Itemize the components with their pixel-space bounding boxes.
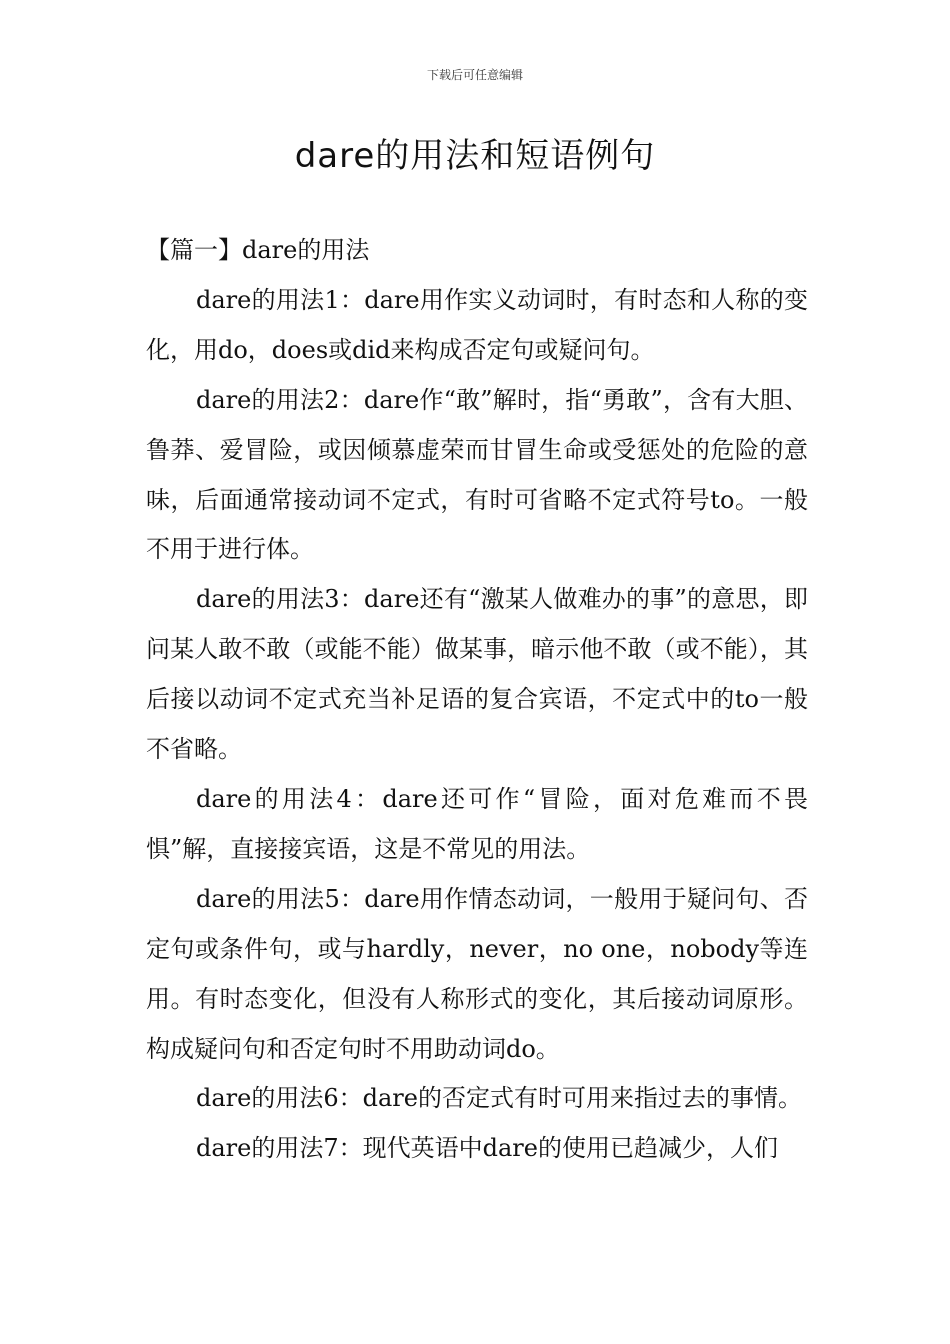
paragraph-usage-1: dare的用法1：dare用作实义动词时，有时态和人称的变化，用do，does或did来构成否定句或疑问句。 (146, 285, 808, 364)
paragraph-usage-6: dare的用法6：dare的否定式有时可用来指过去的事情。 (196, 1084, 802, 1113)
page-header-note: 下载后可任意编辑 (426, 68, 523, 82)
paragraph-usage-4: dare的用法4：dare还可作“冒险，面对危难而不畏惧”解，直接接宾语，这是不常见的用法。 (146, 784, 808, 863)
paragraph-usage-7: dare的用法7：现代英语中dare的使用已趋减少，人们 (196, 1134, 778, 1163)
paragraph-usage-5: dare的用法5：dare用作情态动词，一般用于疑问句、否定句或条件句，或与hardly，never，no one，nobody等连用。有时态变化，但没有人称形式的变化，其后接动词原形。构成疑问句和否定句时不用助动词do。 (146, 884, 808, 1063)
document-title: dare的用法和短语例句 (294, 136, 656, 176)
paragraph-usage-2: dare的用法2：dare作“敢”解时，指“勇敢”，含有大胆、鲁莽、爱冒险，或因倾慕虚荣而甘冒生命或受惩处的危险的意味，后面通常接动词不定式，有时可省略不定式符号to。一般不用于进行体。 (146, 385, 808, 564)
section-heading: 【篇一】dare的用法 (146, 236, 370, 264)
document-body (146, 226, 808, 1174)
paragraph-usage-3: dare的用法3：dare还有“激某人做难办的事”的意思，即问某人敢不敢（或能不能）做某事，暗示他不敢（或不能），其后接以动词不定式充当补足语的复合宾语，不定式中的to一般不省略。 (146, 585, 808, 764)
